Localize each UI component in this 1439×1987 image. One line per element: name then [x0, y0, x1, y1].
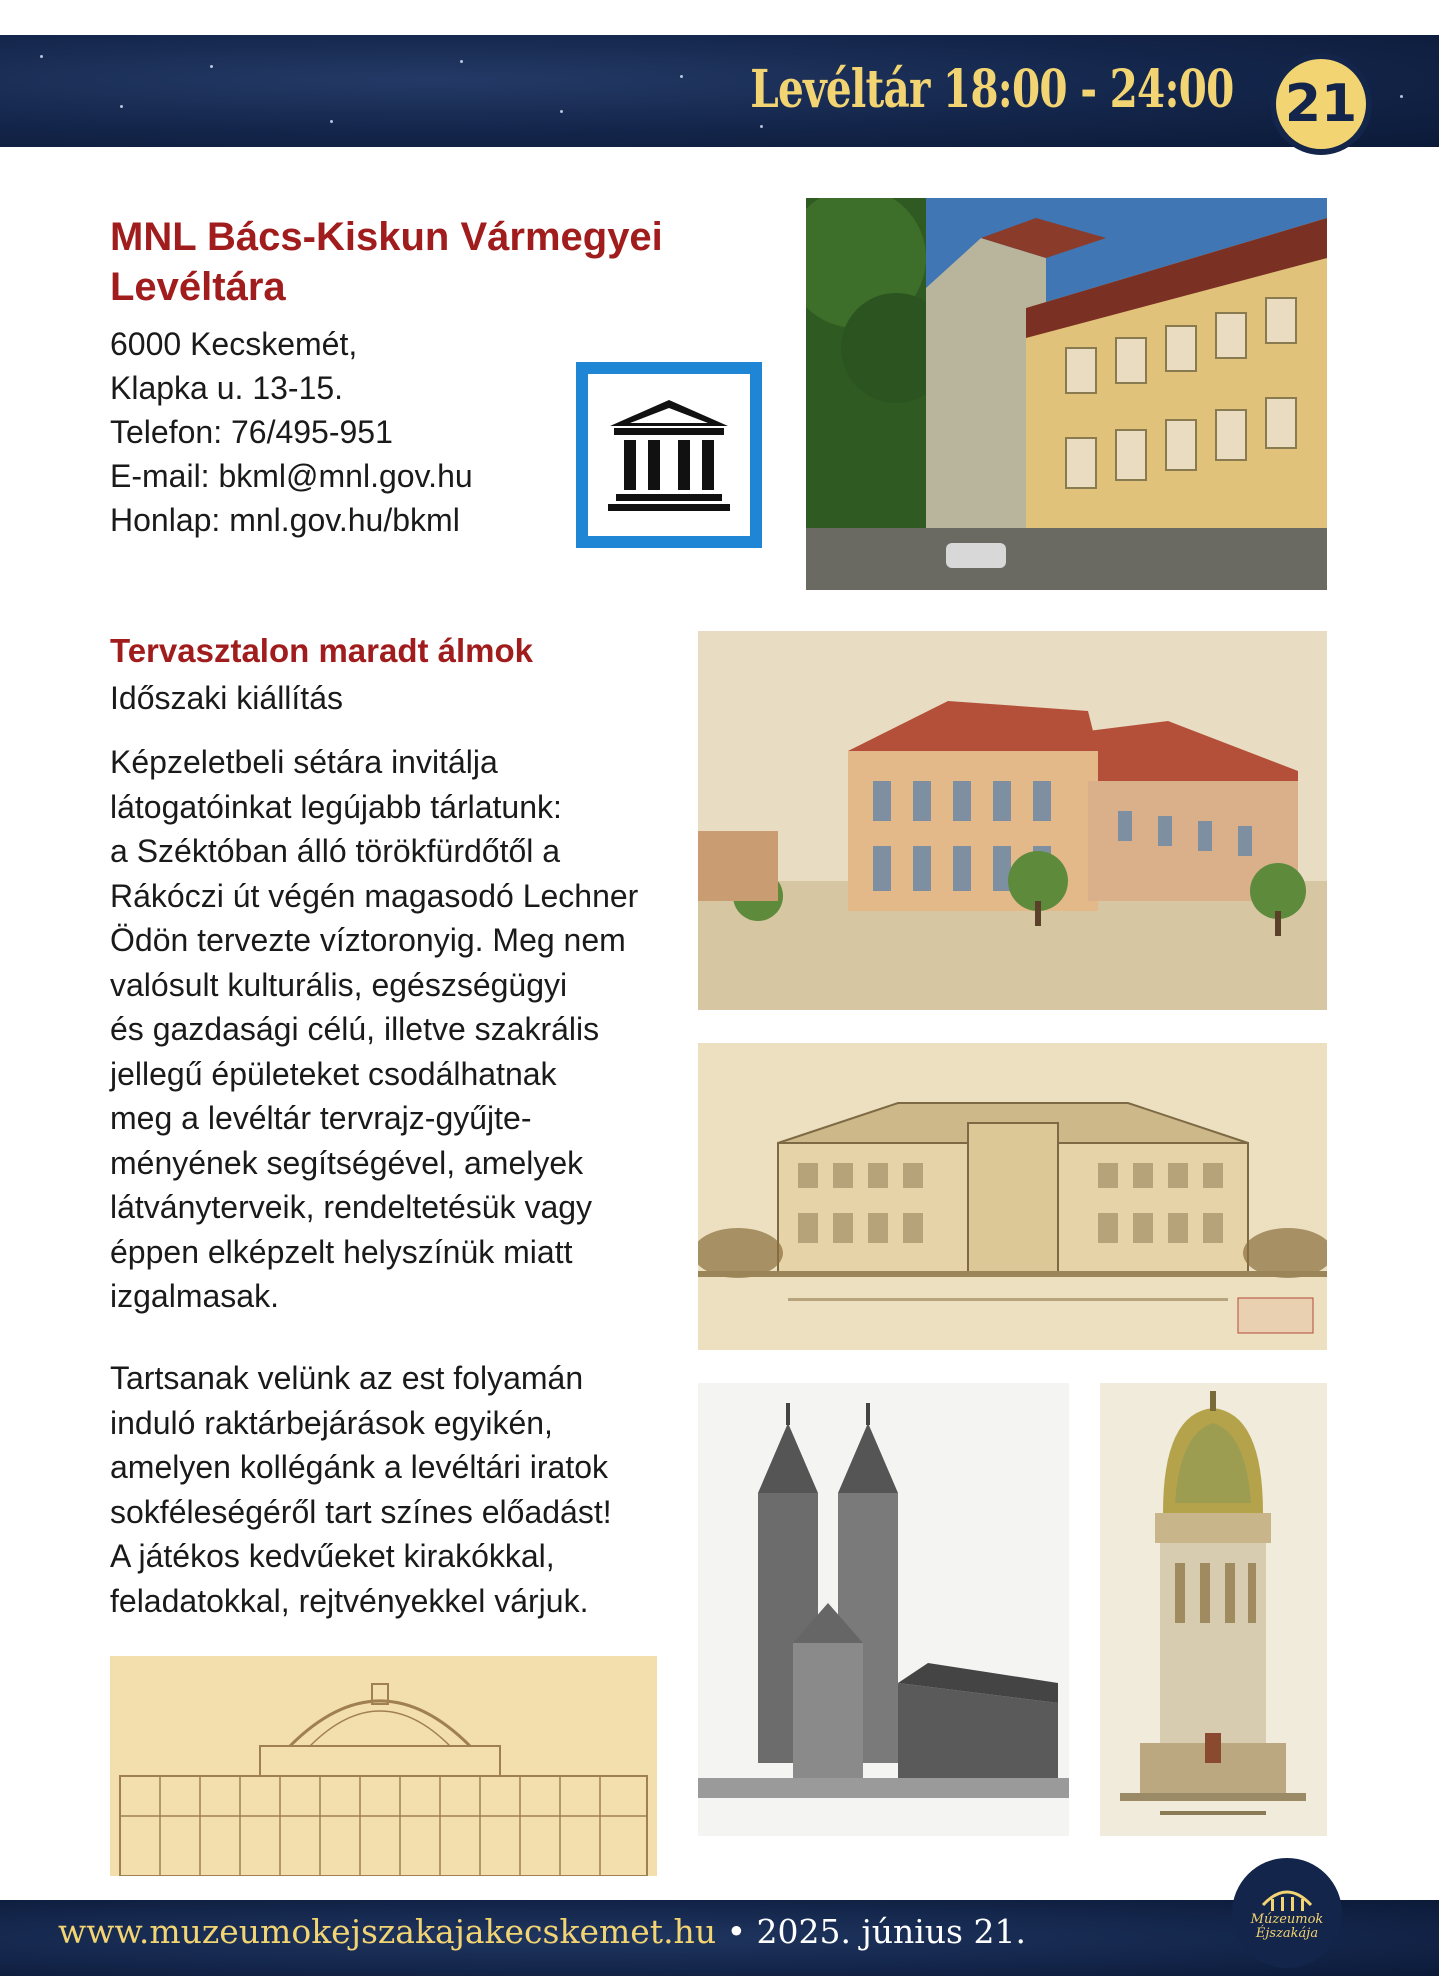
institution-contact: [110, 322, 473, 542]
footer-date: 2025. június 21.: [756, 1912, 1026, 1951]
phone-line: Telefon: 76/495-951: [110, 414, 393, 450]
dome-blueprint-image: [110, 1656, 657, 1876]
text-line: sokféleségéről tart színes előadást!: [110, 1493, 612, 1530]
footer-separator: •: [726, 1912, 747, 1951]
text-line: izgalmasak.: [110, 1278, 279, 1314]
text-line: A játékos kedvűeket kirakókkal,: [110, 1538, 555, 1574]
footer-website-link[interactable]: www.muzeumokejszakajakecskemet.hu: [58, 1912, 717, 1951]
text-line: valósult kulturális, egészségügyi: [110, 966, 568, 1003]
exhibition-invitation: [110, 1356, 670, 1623]
exhibition-title: Tervasztalon maradt álmok: [110, 632, 534, 669]
exhibition-description: [110, 740, 670, 1319]
institution-name: [110, 212, 710, 312]
text-line: a Széktóban álló törökfürdőtől a: [110, 833, 561, 869]
footer-banner: [0, 1900, 1439, 1976]
water-tower-drawing-image: [1100, 1383, 1327, 1836]
archive-building-photo: [806, 198, 1327, 590]
text-line: jellegű épületeket csodálhatnak: [110, 1055, 557, 1092]
text-line: Tartsanak velünk az est folyamán: [110, 1360, 584, 1396]
palace-watercolor-image: [698, 631, 1327, 1010]
text-line: induló raktárbejárások egyikén,: [110, 1404, 553, 1441]
text-line: látogatóinkat legújabb tárlatunk:: [110, 788, 562, 825]
email-line[interactable]: E-mail: bkml@mnl.gov.hu: [110, 458, 473, 494]
page-number-badge: 21: [1270, 53, 1372, 155]
institution-name-line1: MNL Bács-Kiskun Vármegyei: [110, 215, 663, 259]
address-line: 6000 Kecskemét,: [110, 326, 358, 362]
text-line: meg a levéltár tervrajz-gyűjte-: [110, 1100, 532, 1136]
logo-text-line2: Éjszakája: [1255, 1926, 1319, 1941]
website-line[interactable]: Honlap: mnl.gov.hu/bkml: [110, 502, 460, 538]
text-line: éppen elképzelt helyszínük miatt: [110, 1233, 573, 1270]
footer-text: [58, 1912, 1026, 1951]
text-line: Rákóczi út végén magasodó Lechner: [110, 877, 639, 914]
text-line: feladatokkal, rejtvényekkel várjuk.: [110, 1582, 589, 1619]
text-line: Képzeletbeli sétára invitálja: [110, 744, 498, 780]
exhibition-subtitle: Időszaki kiállítás: [110, 680, 343, 716]
text-line: és gazdasági célú, illetve szakrális: [110, 1011, 600, 1047]
text-line: amelyen kollégánk a levéltári iratok: [110, 1449, 609, 1485]
temple-arc-icon: [1257, 1885, 1317, 1913]
address-line: Klapka u. 13-15.: [110, 370, 344, 406]
elevation-drawing-image: [698, 1043, 1327, 1350]
church-drawing-image: [698, 1383, 1069, 1836]
museums-night-logo: [1232, 1858, 1342, 1968]
text-line: Ödön tervezte víztoronyig. Meg nem: [110, 922, 626, 958]
header-title: Levéltár 18:00 - 24:00: [750, 59, 1234, 120]
header-banner: [0, 35, 1439, 147]
text-line: látványterveik, rendeltetésük vagy: [110, 1189, 593, 1225]
logo-text-line1: Múzeumok: [1250, 1912, 1324, 1927]
institution-name-line2: Levéltára: [110, 265, 286, 309]
museum-icon: [576, 362, 762, 548]
text-line: ményének segítségével, amelyek: [110, 1144, 584, 1181]
